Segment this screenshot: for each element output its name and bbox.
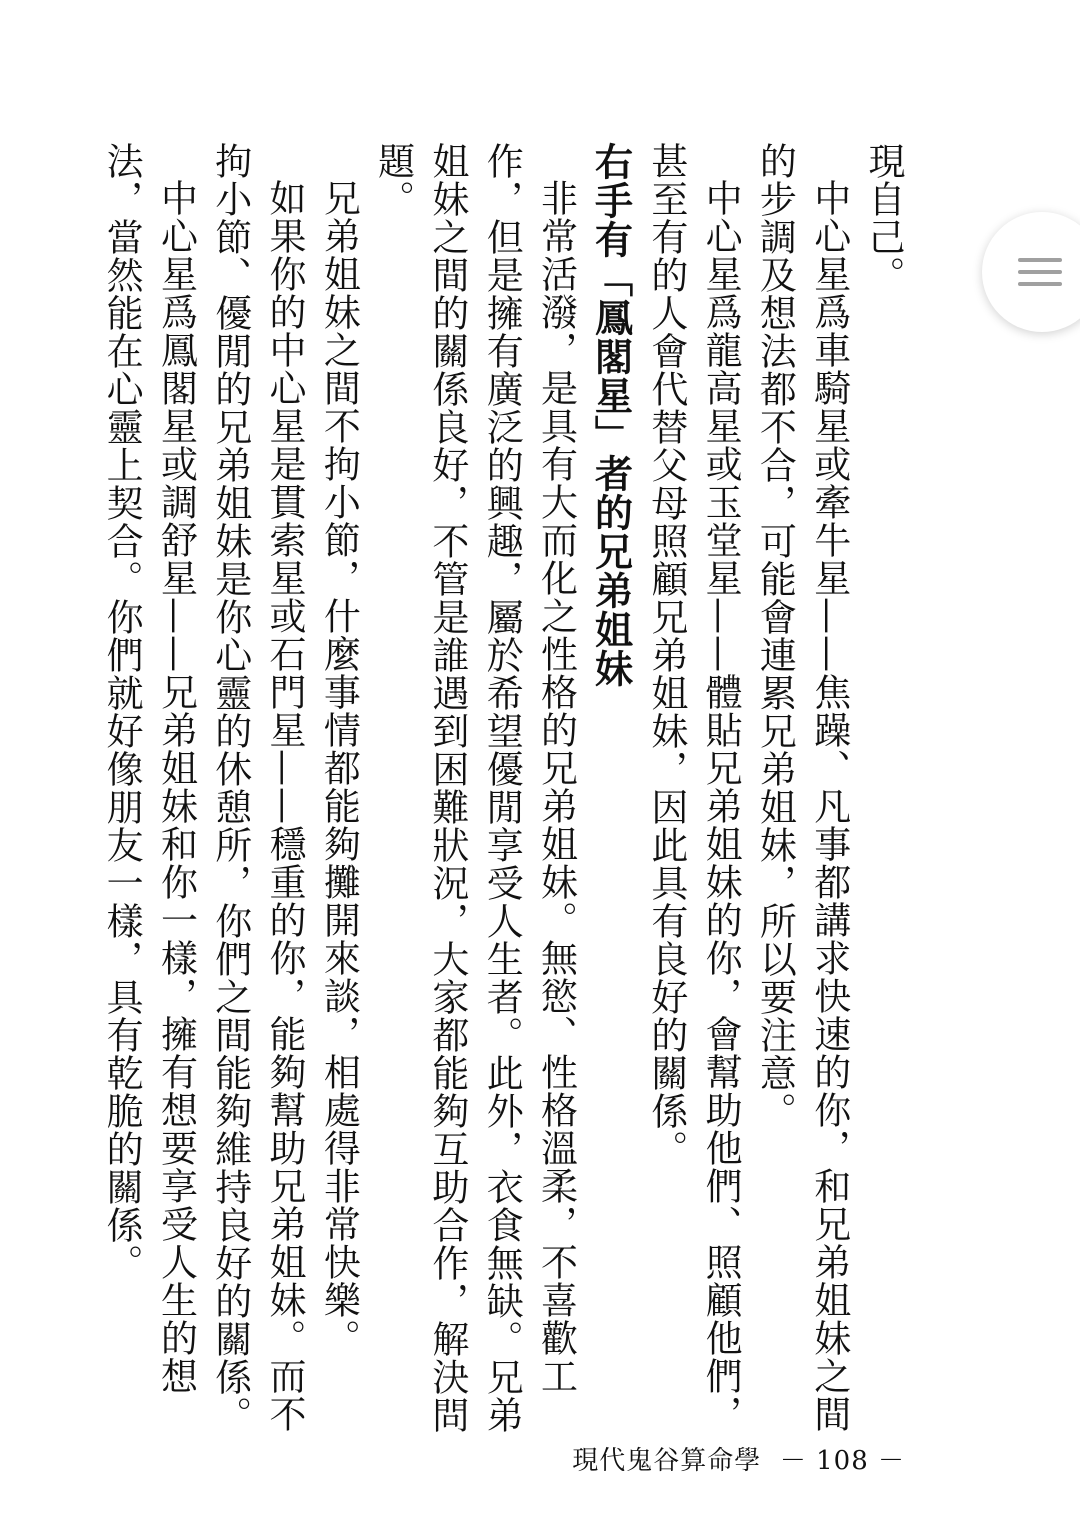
body-paragraph: 中心星爲車騎星或牽牛星——焦躁、凡事都講求快速的你，和兄弟姐妹之間的步調及想法都不合，可能會連累兄弟姐妹，所以要注意。 (753, 142, 851, 1433)
body-paragraph: 中心星爲龍高星或玉堂星——體貼兄弟姐妹的你，會幫助他們、照顧他們，甚至有的人會代替父母照顧兄弟姐妹，因此具有良好的關係。 (644, 142, 743, 1433)
page-footer (572, 1440, 905, 1477)
body-paragraph: 非常活潑，是具有大而化之性格的兄弟姐妹。無慾、性格溫柔，不喜歡工作，但是擁有廣泛的興趣，屬於希望優閒享受人生者。此外，衣食無缺。兄弟姐妹之間的關係良好，不管是誰遇到困難狀況，大家都能夠互助合作，解決問題。 (371, 142, 578, 1434)
page-body (94, 142, 910, 1442)
body-paragraph: 兄弟姐妹之間不拘小節，什麼事情都能夠攤開來談，相處得非常快樂。 (317, 179, 361, 1357)
section-heading: 右手有「鳳閣星」者的兄弟姐妹 (588, 142, 633, 688)
body-paragraph: 如果你的中心星是貫索星或石門星——穩重的你，能夠幫助兄弟姐妹。而不拘小節、優閒的兄弟姐妹是你心靈的休憩所，你們之間能夠維持良好的關係。 (208, 142, 307, 1434)
book-title: 現代鬼谷算命學 (572, 1446, 762, 1476)
menu-button[interactable] (982, 212, 1080, 332)
page-number: － 108 － (779, 1446, 905, 1476)
body-paragraph: 中心星爲鳳閣星或調舒星——兄弟姐妹和你一樣，擁有想要享受人生的想法，當然能在心靈上契合。你們就好像朋友一樣，具有乾脆的關係。 (100, 142, 198, 1395)
body-paragraph: 現自己。 (862, 142, 905, 294)
